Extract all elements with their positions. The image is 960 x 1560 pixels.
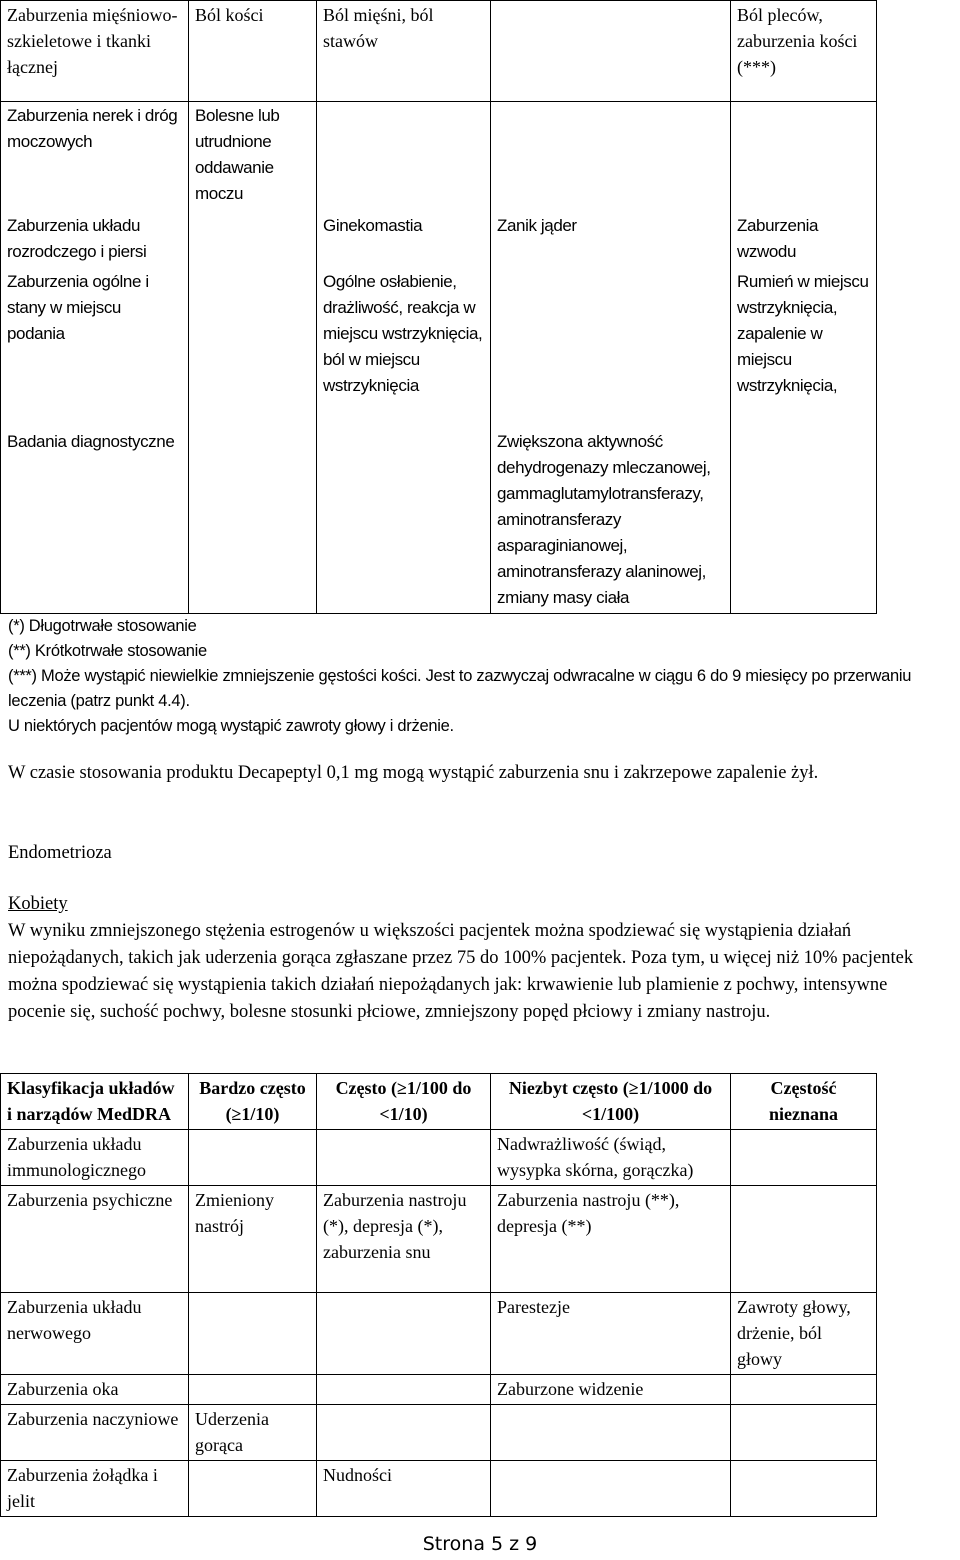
table-cell — [317, 1130, 491, 1186]
table-cell: Zaburzone widzenie — [491, 1375, 731, 1405]
table-cell: Zwiększona aktywność dehydrogenazy mleczanowej, gammaglutamylotransferazy, aminotransferazy asparaginianowej, aminotransferazy alaninowej, zmiany masy ciała — [491, 428, 731, 614]
table-cell — [189, 428, 317, 614]
table-cell — [189, 1293, 317, 1375]
table-cell — [491, 1405, 731, 1461]
table-cell — [317, 428, 491, 614]
table-cell: Ogólne osłabienie, drażliwość, reakcja w miejscu wstrzyknięcia, ból w miejscu wstrzyknięcia — [317, 268, 491, 428]
table-row — [1, 1130, 877, 1186]
table-header-cell: Bardzo często (≥1/10) — [189, 1074, 317, 1130]
table-cell — [189, 1375, 317, 1405]
page-number: Strona 5 z 9 — [422, 1533, 538, 1555]
table-row — [1, 268, 877, 428]
table-header-cell: Częstość nieznana — [731, 1074, 877, 1130]
footnote: (**) Krótkotrwałe stosowanie — [8, 642, 207, 660]
table-cell: Ból pleców, zaburzenia kości (***) — [731, 1, 877, 102]
table-cell — [317, 1293, 491, 1375]
table-row — [1, 1, 877, 102]
table-cell — [491, 1, 731, 102]
table-cell: Zaburzenia psychiczne — [1, 1186, 189, 1293]
table-header-cell: Klasyfikacja układów i narządów MedDRA — [1, 1074, 189, 1130]
footnote: (***) Może wystąpić niewielkie zmniejszenie gęstości kości. Jest to zazwyczaj odwracalne w ciągu 6 do 9 miesięcy po przerwaniu leczenia (patrz punkt 4.4). — [8, 667, 912, 710]
table-cell — [189, 1461, 317, 1517]
table-cell: Zaburzenia ogólne i stany w miejscu podania — [1, 268, 189, 428]
table-cell: Badania diagnostyczne — [1, 428, 189, 614]
table-cell: Ból mięśni, ból stawów — [317, 1, 491, 102]
table-cell — [731, 1405, 877, 1461]
table-cell — [731, 1375, 877, 1405]
table-header-row — [1, 1074, 877, 1130]
table-row — [1, 1293, 877, 1375]
table-cell: Zaburzenia żołądka i jelit — [1, 1461, 189, 1517]
table-cell: Zaburzenia układu nerwowego — [1, 1293, 189, 1375]
table-cell — [731, 1130, 877, 1186]
table-cell: Ból kości — [189, 1, 317, 102]
paragraph-endometriosis: W wyniku zmniejszonego stężenia estrogenów u większości pacjentek można spodziewać się wystąpienia działań niepożądanych, takich jak uderzenia gorąca zgłaszane przez 75 do 100% pacjentek. Poza tym, u więcej niż 10% pacjentek można spodziewać się wystąpienia takich działań niepożądanych jak: krwawienie lub plamienie z pochwy, intensywne pocenie się, suchość pochwy, bolesne stosunki płciowe, zmniejszony popęd płciowy i zmiany nastroju. — [8, 921, 914, 1022]
table-cell: Uderzenia gorąca — [189, 1405, 317, 1461]
table-cell — [731, 428, 877, 614]
footnote: U niektórych pacjentów mogą wystąpić zawroty głowy i drżenie. — [8, 717, 454, 735]
table-cell: Zaburzenia nastroju (**), depresja (**) — [491, 1186, 731, 1293]
table-cell: Zaburzenia oka — [1, 1375, 189, 1405]
table-row — [1, 1375, 877, 1405]
table-row — [1, 428, 877, 614]
table-cell — [189, 268, 317, 428]
table-cell: Zawroty głowy, drżenie, ból głowy — [731, 1293, 877, 1375]
table-cell — [731, 102, 877, 212]
table-row — [1, 1186, 877, 1293]
section-heading: Endometrioza — [8, 843, 112, 863]
table-cell — [491, 1461, 731, 1517]
table-cell — [731, 1186, 877, 1293]
paragraph-sleep-disorders: W czasie stosowania produktu Decapeptyl 0,1 mg mogą wystąpić zaburzenia snu i zakrzepowe zapalenie żył. — [8, 763, 819, 783]
table-cell — [317, 1375, 491, 1405]
table-cell: Bolesne lub utrudnione oddawanie moczu — [189, 102, 317, 212]
table-cell — [317, 102, 491, 212]
table-row — [1, 1405, 877, 1461]
table-cell: Zaburzenia wzwodu — [731, 212, 877, 268]
table-header-cell: Często (≥1/100 do <1/10) — [317, 1074, 491, 1130]
table-row — [1, 212, 877, 268]
table-row — [1, 1461, 877, 1517]
table-cell: Ginekomastia — [317, 212, 491, 268]
footnotes — [8, 614, 938, 739]
table-cell: Nudności — [317, 1461, 491, 1517]
table-cell: Zaburzenia układu rozrodczego i piersi — [1, 212, 189, 268]
table-cell: Zaburzenia mięśniowo-szkieletowe i tkanki łącznej — [1, 1, 189, 102]
table-cell — [189, 1130, 317, 1186]
table-cell: Zaburzenia układu immunologicznego — [1, 1130, 189, 1186]
table-cell: Zaburzenia nastroju (*), depresja (*), zaburzenia snu — [317, 1186, 491, 1293]
table-cell — [317, 1405, 491, 1461]
table-cell — [491, 102, 731, 212]
table-row — [1, 102, 877, 212]
adverse-reactions-table-continued — [0, 0, 877, 614]
table-cell: Parestezje — [491, 1293, 731, 1375]
table-header-cell: Niezbyt często (≥1/1000 do <1/100) — [491, 1074, 731, 1130]
subheading: Kobiety — [8, 894, 68, 914]
table-cell: Zaburzenia naczyniowe — [1, 1405, 189, 1461]
table-cell — [189, 212, 317, 268]
table-cell: Zanik jąder — [491, 212, 731, 268]
table-cell: Rumień w miejscu wstrzyknięcia, zapalenie w miejscu wstrzyknięcia, — [731, 268, 877, 428]
table-cell — [491, 268, 731, 428]
footnote: (*) Długotrwałe stosowanie — [8, 617, 197, 635]
table-cell — [731, 1461, 877, 1517]
table-cell: Nadwrażliwość (świąd, wysypka skórna, gorączka) — [491, 1130, 731, 1186]
table-cell: Zmieniony nastrój — [189, 1186, 317, 1293]
endometriosis-adverse-reactions-table — [0, 1073, 877, 1517]
table-cell: Zaburzenia nerek i dróg moczowych — [1, 102, 189, 212]
